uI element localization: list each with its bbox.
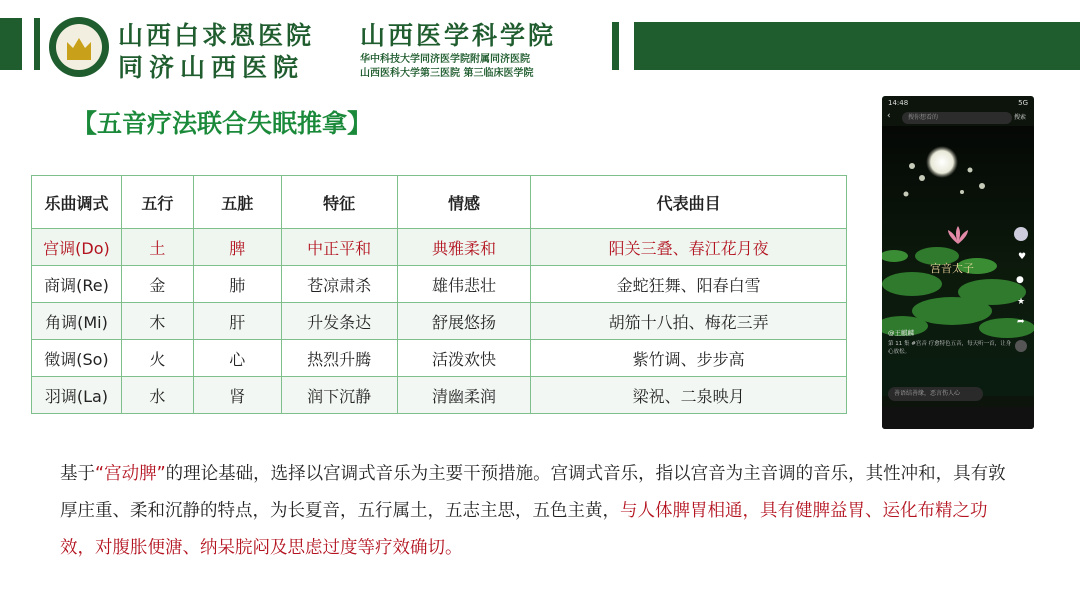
header-cell: 特征 [281,176,397,229]
header-cell: 五脏 [193,176,281,229]
five-tone-table [31,175,847,414]
table-cell: 清幽柔润 [397,377,531,414]
svg-text:➦: ➦ [1017,317,1025,327]
table-cell: 典雅柔和 [397,229,531,266]
lotus-pond-scene [882,96,1034,429]
para-highlight-term: “宫动脾” [95,464,166,484]
table-cell: 热烈升腾 [281,340,397,377]
header-cell: 五行 [121,176,193,229]
table-cell: 肾 [193,377,281,414]
header-bar-left [0,18,22,70]
phone-status-bar [888,99,1028,107]
table-header-row [32,176,847,229]
table-cell: 羽调(La) [32,377,122,414]
table-cell: 宫调(Do) [32,229,122,266]
table-cell: 土 [121,229,193,266]
slide-title: 【五音疗法联合失眠推拿】 [72,109,373,138]
table-cell: 雄伟悲壮 [397,266,531,303]
hospital-name-line1: 山西白求恩医院 [118,21,315,50]
para-text: 基于 [60,464,95,484]
header-cell: 情感 [397,176,531,229]
table-row [32,303,847,340]
table-cell: 润下沉静 [281,377,397,414]
overlay-text: 宫音太子 [930,262,974,275]
back-arrow-icon[interactable]: ‹ [887,111,891,121]
signal-icon: 5G [1018,99,1028,107]
svg-text:★: ★ [1017,297,1026,307]
header-stripe-left [34,18,40,70]
table-row [32,266,847,303]
table-cell: 水 [121,377,193,414]
header-cell: 代表曲目 [531,176,847,229]
table-cell: 紫竹调、步步高 [531,340,847,377]
description-paragraph [60,456,1020,567]
table-cell: 肺 [193,266,281,303]
video-description: 第 11 集 #宫音 疗愈特色五音，每天听一首，让身心放松。 [888,341,1012,355]
svg-text:●: ● [1016,275,1024,285]
hospital-name-block [118,14,598,82]
phone-nav-bar [882,407,1034,429]
phone-search-input[interactable]: 搜你想看的 [902,112,1012,124]
table-cell: 木 [121,303,193,340]
table-row [32,229,847,266]
table-row [32,340,847,377]
hospital-emblem-icon [48,16,110,78]
table-cell: 中正平和 [281,229,397,266]
hospital-name-line2: 同济山西医院 [118,53,305,82]
table-cell: 火 [121,340,193,377]
table-cell: 升发条达 [281,303,397,340]
phone-time: 14:48 [888,99,909,107]
table-cell: 胡笳十八拍、梅花三弄 [531,303,847,340]
table-cell: 苍凉肃杀 [281,266,397,303]
affiliation-line1: 华中科技大学同济医学院附属同济医院 [360,54,530,65]
header-cell: 乐曲调式 [32,176,122,229]
table-cell: 脾 [193,229,281,266]
table-cell: 肝 [193,303,281,340]
table-cell: 徵调(So) [32,340,122,377]
table-cell: 心 [193,340,281,377]
header-bar-right [634,22,1080,70]
svg-text:♥: ♥ [1018,252,1027,262]
video-author[interactable]: @王麒麟 [888,329,914,337]
header-stripe-right [612,22,619,70]
table-cell: 活泼欢快 [397,340,531,377]
table-cell: 阳关三叠、春江花月夜 [531,229,847,266]
table-cell: 角调(Mi) [32,303,122,340]
phone-screenshot [882,96,1034,429]
table-cell: 商调(Re) [32,266,122,303]
table-cell: 金 [121,266,193,303]
table-cell: 梁祝、二泉映月 [531,377,847,414]
para-highlight-text: 与人体脾胃相通，具有健脾益胃、运化布精之功效，对腹胀便溏、纳呆脘闷及思虑过度等疗效确切。 [60,501,988,558]
comment-input[interactable]: 善语结善缘，恶言伤人心 [888,387,983,401]
table-cell: 金蛇狂舞、阳春白雪 [531,266,847,303]
table-cell: 舒展悠扬 [397,303,531,340]
phone-search-button[interactable]: 搜索 [1014,114,1027,121]
academy-name: 山西医学科学院 [360,21,557,50]
para-text: 的理论基础，选择以宫调式音乐为主要干预措施。宫调式音乐，指以宫音为主音调的音乐，其性冲和，具有敦厚庄重、柔和沉静的特点，为长夏音，五行属土，五志主思，五色主黄， [60,464,1006,521]
affiliation-line2: 山西医科大学第三医院 第三临床医学院 [360,68,534,79]
table-row [32,377,847,414]
